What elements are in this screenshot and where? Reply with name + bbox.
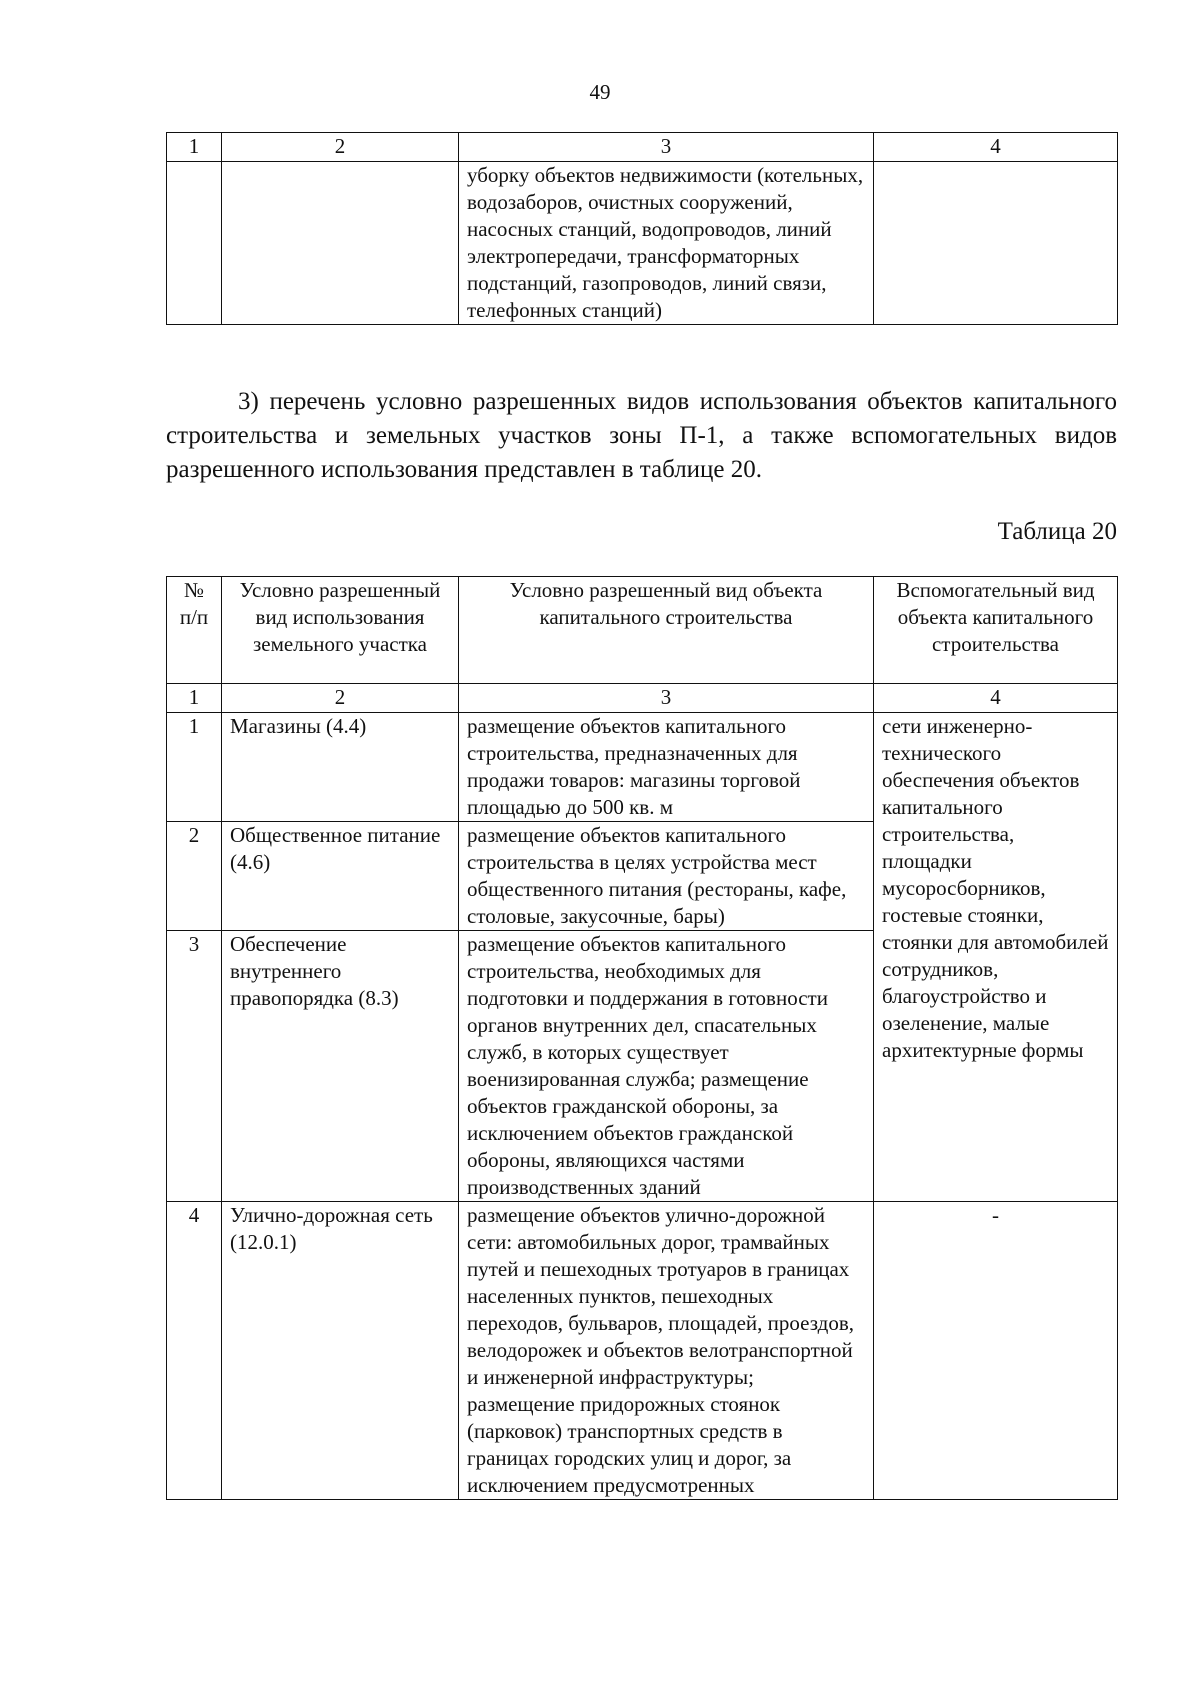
row-number-cell: 4 [167,1202,222,1500]
column-number: 4 [874,684,1118,713]
land-use-cell: Общественное питание (4.6) [222,822,459,931]
header-row [167,577,1118,684]
column-number: 2 [222,133,459,162]
object-description-cell: размещение объектов капитального строительства, предназначенных для продажи товаров: магазины торговой площадью до 500 кв. м [459,713,874,822]
column-number: 3 [459,684,874,713]
continued-table [166,132,1118,325]
object-description-cell: размещение объектов капитального строительства в целях устройства мест общественного питания (рестораны, кафе, столовые, закусочные, бары) [459,822,874,931]
land-use-cell: Магазины (4.4) [222,713,459,822]
table-20 [166,576,1118,1500]
table-row [167,162,1118,325]
land-use-cell: Улично-дорожная сеть (12.0.1) [222,1202,459,1500]
object-description-cell: уборку объектов недвижимости (котельных, водозаборов, очистных сооружений, насосных станций, водопроводов, линий электропередачи, трансформаторных подстанций, газопроводов, линий связи, телефонных станций) [459,162,874,325]
object-description-cell: размещение объектов улично-дорожной сети: автомобильных дорог, трамвайных путей и пешеходных тротуаров в границах населенных пунктов, пешеходных переходов, бульваров, площадей, проездов, велодорожек и объектов велотранспортной и инженерной инфраструктуры; размещение придорожных стоянок (парковок) транспортных средств в границах городских улиц и дорог, за исключением предусмотренных [459,1202,874,1500]
auxiliary-cell: сети инженерно-технического обеспечения объектов капитального строительства, площадки мусоросборников, гостевые стоянки, стоянки для автомобилей сотрудников, благоустройство и озеленение, малые архитектурные формы [874,713,1118,1202]
column-number: 3 [459,133,874,162]
row-number-cell: 3 [167,931,222,1202]
auxiliary-cell [874,162,1118,325]
object-description-cell: размещение объектов капитального строительства, необходимых для подготовки и поддержания в готовности органов внутренних дел, спасательных служб, в которых существует военизированная служба; размещение объектов гражданской обороны, за исключением объектов гражданской обороны, являющихся частями производственных зданий [459,931,874,1202]
auxiliary-cell: - [874,1202,1118,1500]
header-number: № п/п [167,577,222,684]
column-number-row [167,133,1118,162]
row-number-cell [167,162,222,325]
column-number: 1 [167,133,222,162]
table-caption: Таблица 20 [997,518,1117,545]
column-number-row [167,684,1118,713]
header-land-use: Условно разрешенный вид использования земельного участка [222,577,459,684]
column-number: 1 [167,684,222,713]
page-number: 49 [589,80,611,104]
row-number-cell: 2 [167,822,222,931]
column-number: 4 [874,133,1118,162]
lead-paragraph: 3) перечень условно разрешенных видов использования объектов капитального строительства и земельных участков зоны П-1, а также вспомогательных видов разрешенного использования представлен в таблице 20. [166,388,1117,483]
land-use-cell [222,162,459,325]
column-number: 2 [222,684,459,713]
header-object: Условно разрешенный вид объекта капитального строительства [459,577,874,684]
land-use-cell: Обеспечение внутреннего правопорядка (8.3) [222,931,459,1202]
header-auxiliary: Вспомогательный вид объекта капитального строительства [874,577,1118,684]
table-row [167,1202,1118,1500]
table-row [167,713,1118,822]
row-number-cell: 1 [167,713,222,822]
